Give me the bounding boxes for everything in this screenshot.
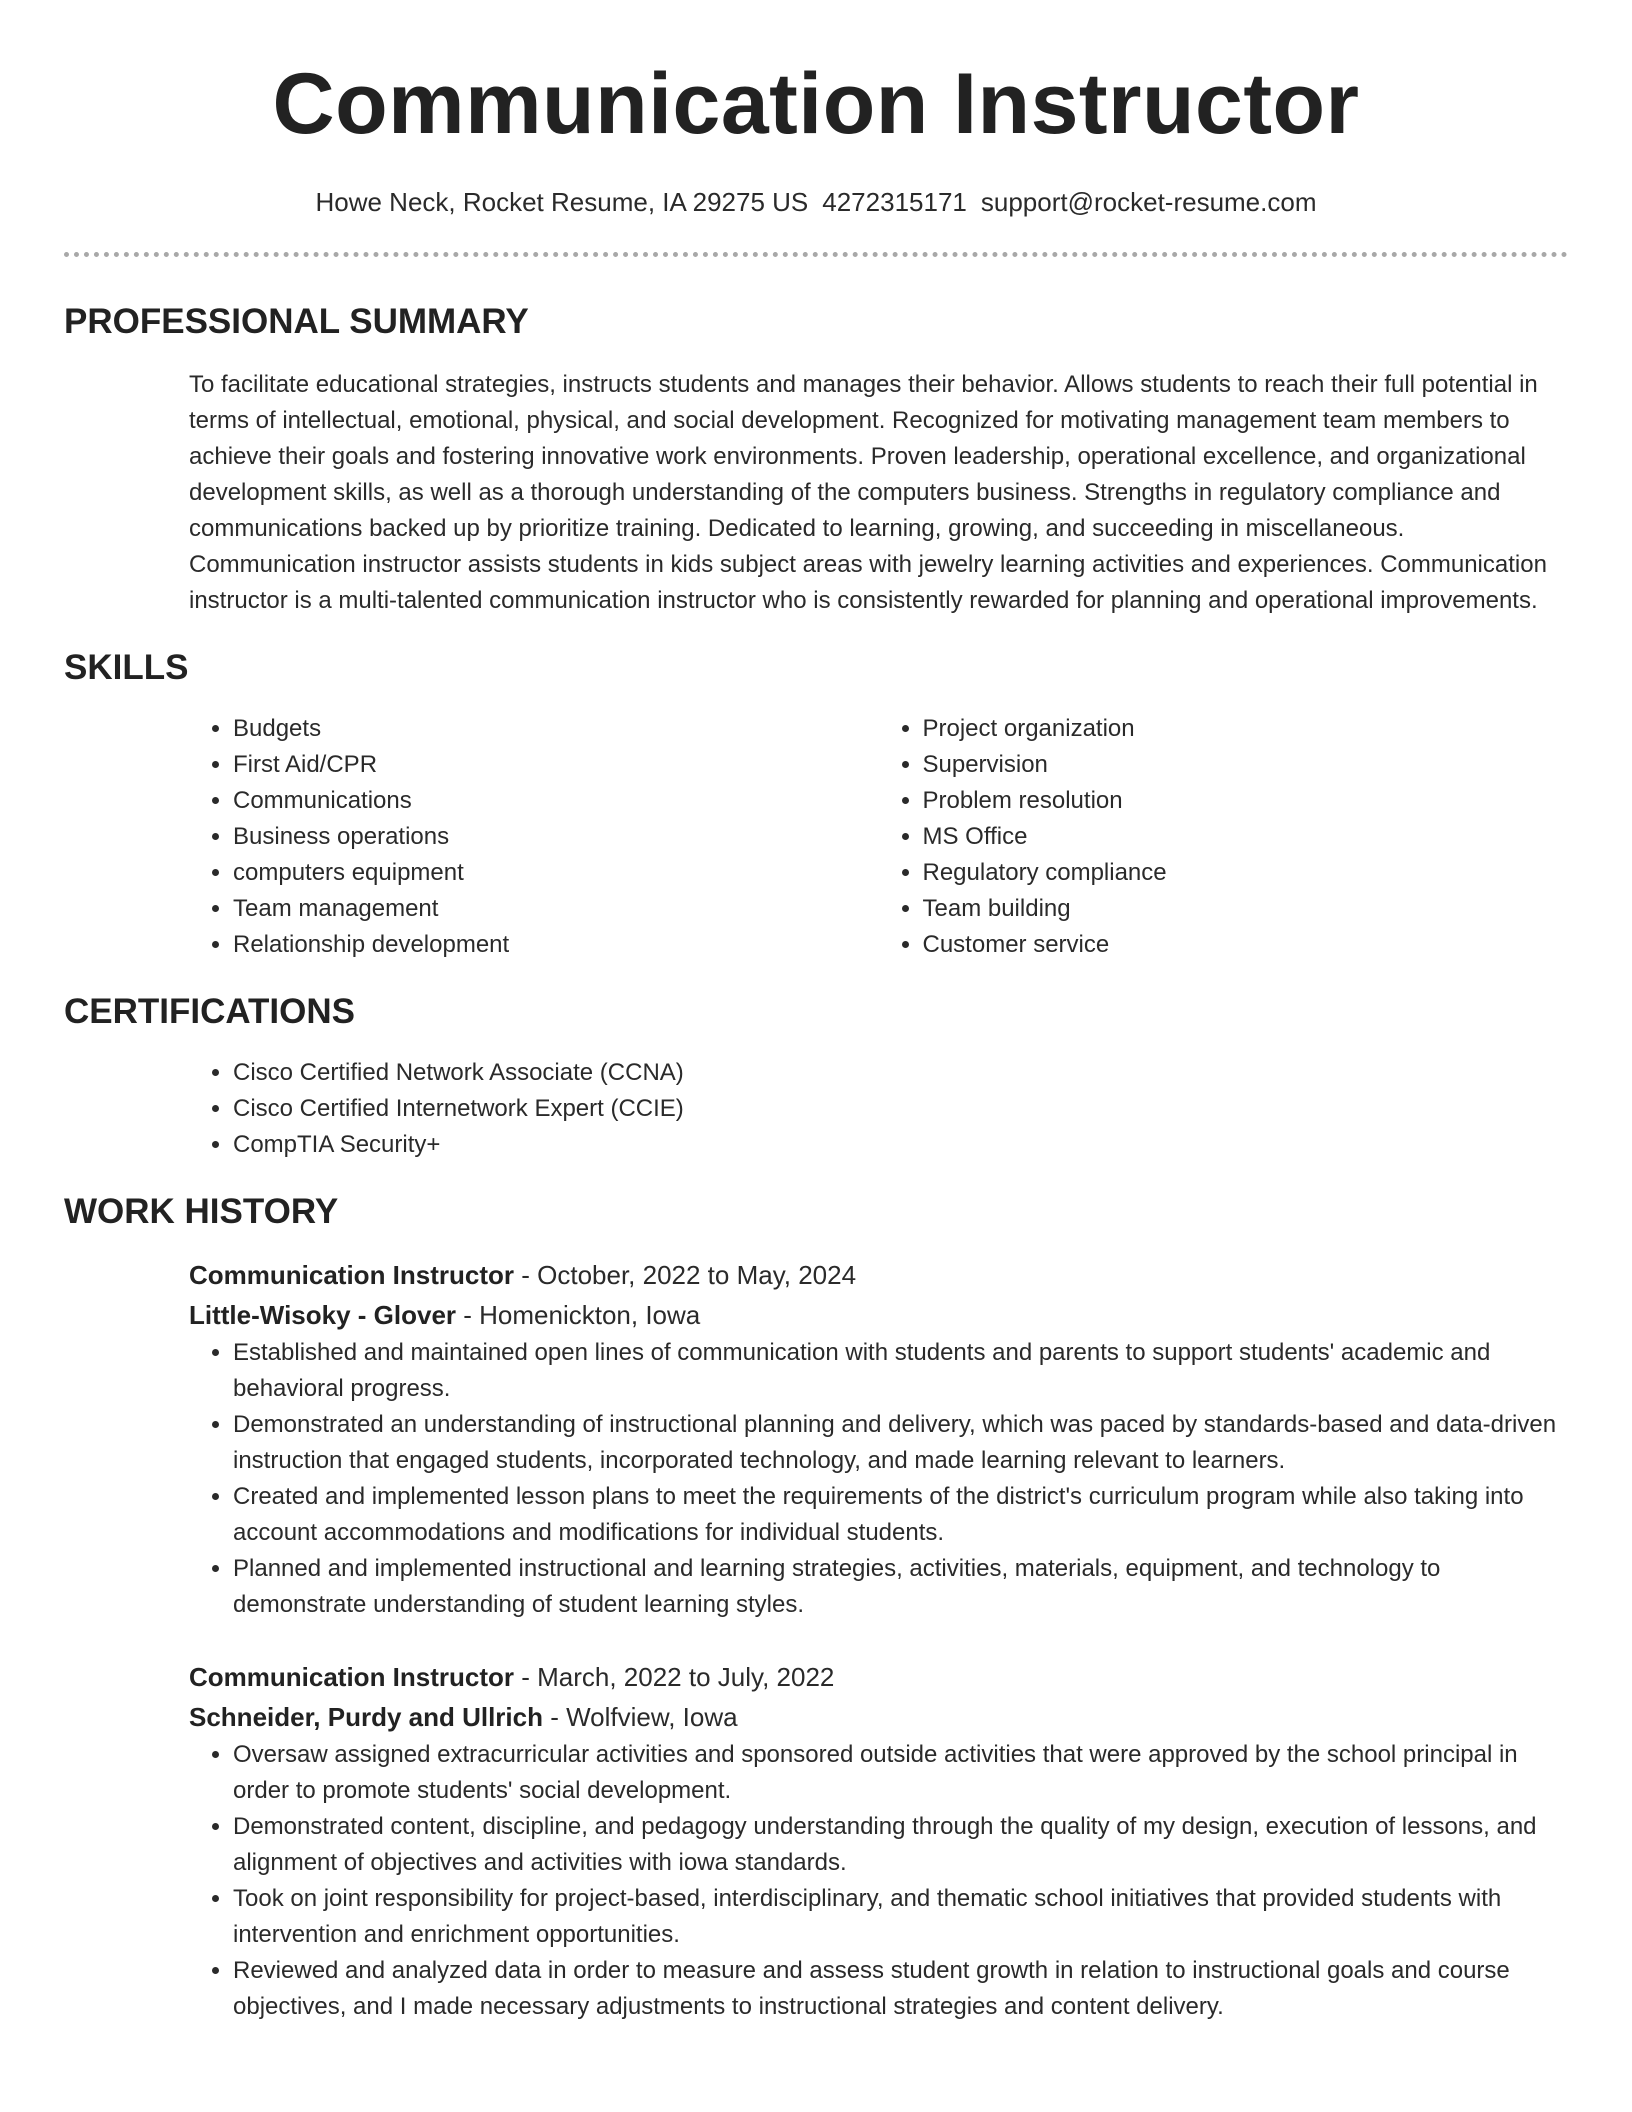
- job-role: Communication Instructor: [189, 1260, 515, 1290]
- certifications-section: [64, 991, 1568, 1163]
- skills-section: [64, 647, 1568, 963]
- candidate-title: Communication Instructor: [272, 56, 1360, 152]
- contact-address: Howe Neck, Rocket Resume, IA 29275 US: [315, 187, 809, 217]
- work-history-section: [64, 1191, 1568, 2025]
- section-title-work-history: WORK HISTORY: [64, 1192, 339, 1231]
- skill-item: • Budgets: [233, 711, 879, 747]
- job-duty: • Created and implemented lesson plans to meet the requirements of the district's curriculum program while also taking into account accommodations and modifications for individual students.: [233, 1479, 1568, 1551]
- certification-item: • Cisco Certified Network Associate (CCNA): [233, 1055, 1568, 1091]
- section-title-certifications: CERTIFICATIONS: [64, 992, 356, 1031]
- job-duty: • Demonstrated content, discipline, and pedagogy understanding through the quality of my design, execution of lessons, and alignment of objectives and activities with iowa standards.: [233, 1809, 1568, 1881]
- skills-columns: [189, 711, 1568, 963]
- job-duty: • Reviewed and analyzed data in order to measure and assess student growth in relation to instructional goals and course objectives, and I made necessary adjustments to instructional strategies and content delivery.: [233, 1953, 1568, 2025]
- contact-email[interactable]: support@rocket-resume.com: [980, 187, 1317, 217]
- section-title-skills: SKILLS: [64, 648, 189, 687]
- skill-item: • Relationship development: [233, 927, 879, 963]
- skill-item: • Team building: [923, 891, 1569, 927]
- skill-item: • Team management: [233, 891, 879, 927]
- skill-item: • Problem resolution: [923, 783, 1569, 819]
- skill-item: • MS Office: [923, 819, 1569, 855]
- job-company-line: [189, 1295, 1568, 1335]
- skills-list-left: [189, 711, 879, 963]
- certifications-body: [189, 1055, 1568, 1163]
- job-duty: • Demonstrated an understanding of instructional planning and delivery, which was paced by standards-based and data-driven instruction that engaged students, incorporated technology, and made learning relevant to learners.: [233, 1407, 1568, 1479]
- skill-item: • Communications: [233, 783, 879, 819]
- skill-item: • First Aid/CPR: [233, 747, 879, 783]
- section-title-summary: PROFESSIONAL SUMMARY: [64, 302, 529, 341]
- skills-list-right: [879, 711, 1569, 963]
- resume-header: [64, 0, 1568, 218]
- contact-phone: 4272315171: [822, 187, 967, 217]
- skill-item: • Supervision: [923, 747, 1569, 783]
- job-entry: [189, 1255, 1568, 1623]
- skill-item: • Regulatory compliance: [923, 855, 1569, 891]
- contact-line: [64, 186, 1568, 218]
- certification-item: • CompTIA Security+: [233, 1127, 1568, 1163]
- job-role-line: [189, 1255, 1568, 1295]
- job-duty: • Established and maintained open lines of communication with students and parents to support students' academic and behavioral progress.: [233, 1335, 1568, 1407]
- job-role-line: [189, 1657, 1568, 1697]
- header-divider: [64, 252, 1568, 257]
- summary-text: To facilitate educational strategies, instructs students and manages their behavior. Allows students to reach their full potential in terms of intellectual, emotional, physical, and social development. Recognized for motivating management team members to achieve their goals and fostering innovative work environments. Proven leadership, operational excellence, and organizational development skills, as well as a thorough understanding of the computers business. Strengths in regulatory compliance and communications backed up by prioritize training. Dedicated to learning, growing, and succeeding in miscellaneous. Communication instructor assists students in kids subject areas with jewelry learning activities and experiences. Communication instructor is a multi-talented communication instructor who is consistently rewarded for planning and operational improvements.: [189, 371, 1547, 614]
- job-company-line: [189, 1697, 1568, 1737]
- job-duty: • Oversaw assigned extracurricular activities and sponsored outside activities that were approved by the school principal in order to promote students' social development.: [233, 1737, 1568, 1809]
- skill-item: • Project organization: [923, 711, 1569, 747]
- professional-summary-section: [64, 301, 1568, 619]
- job-entry: [189, 1657, 1568, 2025]
- job-duty: • Took on joint responsibility for project-based, interdisciplinary, and thematic school initiatives that provided students with intervention and enrichment opportunities.: [233, 1881, 1568, 1953]
- job-dates: - March, 2022 to July, 2022: [514, 1662, 835, 1692]
- skill-item: • Customer service: [923, 927, 1569, 963]
- job-role: Communication Instructor: [189, 1662, 515, 1692]
- skill-item: • computers equipment: [233, 855, 879, 891]
- job-duty: • Planned and implemented instructional and learning strategies, activities, materials, equipment, and technology to demonstrate understanding of student learning styles.: [233, 1551, 1568, 1623]
- job-duties-list: [189, 1737, 1568, 2025]
- job-company: Little-Wisoky - Glover: [189, 1300, 457, 1330]
- skill-item: • Business operations: [233, 819, 879, 855]
- job-company: Schneider, Purdy and Ullrich: [189, 1702, 543, 1732]
- job-location: - Homenickton, Iowa: [456, 1300, 701, 1330]
- certification-item: • Cisco Certified Internetwork Expert (CCIE): [233, 1091, 1568, 1127]
- job-location: - Wolfview, Iowa: [542, 1702, 738, 1732]
- certifications-list: [189, 1055, 1568, 1163]
- job-duties-list: [189, 1335, 1568, 1623]
- job-dates: - October, 2022 to May, 2024: [514, 1260, 857, 1290]
